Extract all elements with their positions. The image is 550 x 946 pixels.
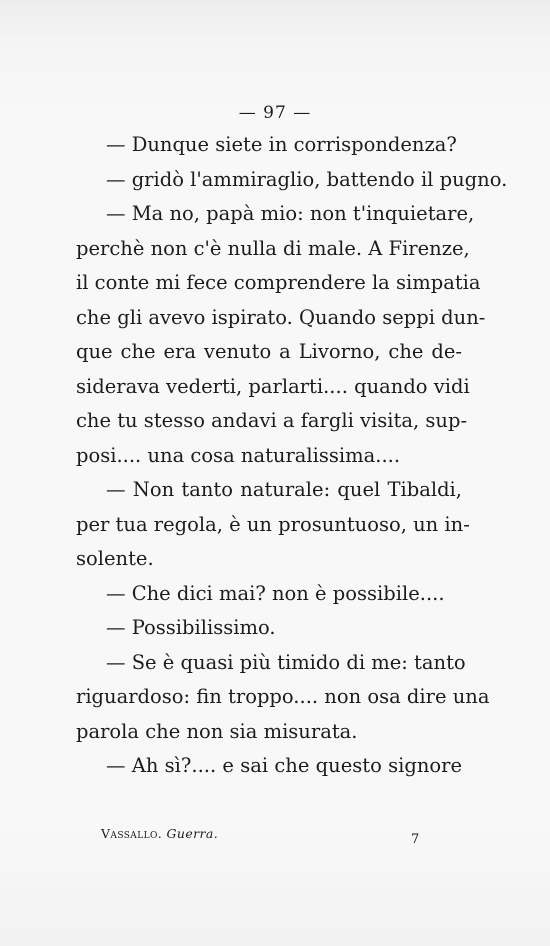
text-line: — Ma no, papà mio: non t'inquietare, [106,202,475,225]
text-line: — Possibilissimo. [106,616,276,639]
footer-author: Vassallo. [101,826,163,841]
text-line: — gridò l'ammiraglio, battendo il pugno. [106,167,508,191]
text-line: — Se è quasi più timido di me: tanto [106,650,466,674]
text-line: — Ah sì?.... e sai che questo signore [106,754,462,777]
text-line: — Dunque siete in corrispondenza? [106,133,457,156]
footer-title: Guerra. [166,826,219,841]
text-line: che tu stesso andavi a fargli visita, sup- [76,409,468,432]
text-line: posi.... una cosa naturalissima.... [76,443,401,467]
text-line: che gli avevo ispirato. Quando seppi dun- [76,305,486,329]
text-line: perchè non c'è nulla di male. A Firenze, [76,236,470,260]
page-number: — 97 — [238,103,312,123]
text-line: parola che non sia misurata. [76,719,358,743]
text-line: riguardoso: fin troppo.... non osa dire una [76,685,490,708]
text-line: per tua regola, è un prosuntuoso, un in- [76,512,470,536]
text-line: que che era venuto a Livorno, che de- [76,340,462,363]
text-line: il conte mi fece comprendere la simpatia [76,271,481,294]
text-line: siderava vederti, parlarti.... quando vidi [76,374,470,398]
footer-signature-mark: 7 [411,832,420,847]
body-text [76,128,508,784]
text-line: — Non tanto naturale: quel Tibaldi, [106,478,462,501]
text-line: solente. [76,547,154,570]
text-line: — Che dici mai? non è possibile.... [106,581,445,605]
footer-signature-line [101,826,421,847]
